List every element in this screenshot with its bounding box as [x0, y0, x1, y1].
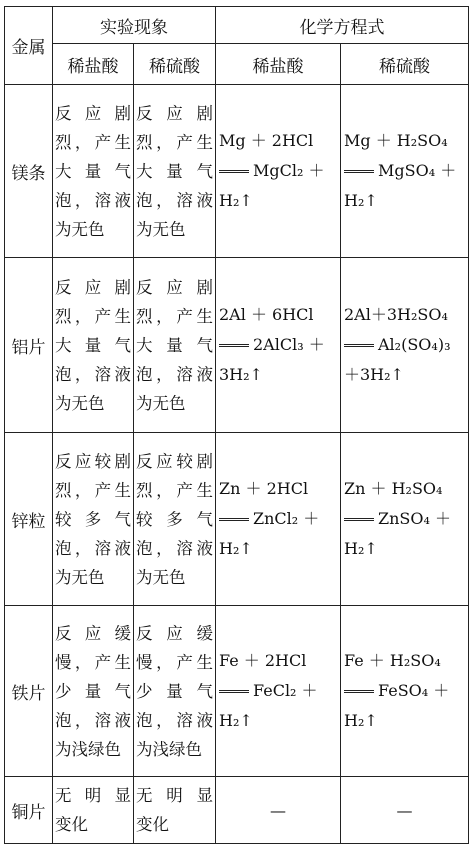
- equation-hcl-cell: [216, 606, 341, 777]
- observation-line: 泡，溶液: [136, 364, 213, 384]
- equals-sign: [219, 170, 249, 173]
- header-phenomenon-hcl: 稀盐酸: [53, 44, 134, 85]
- equation-products: ZnSO₄ ＋: [378, 509, 452, 528]
- observation-line: 大量气: [136, 161, 213, 181]
- no-reaction-dash: —: [341, 777, 469, 844]
- equation-products-2: H₂↑: [344, 711, 378, 730]
- observation-line: 反应剧: [136, 277, 213, 297]
- header-equation-h2so4: 稀硫酸: [341, 44, 469, 85]
- observation-line: 为无色: [55, 393, 105, 413]
- equation-products-2: H₂↑: [344, 539, 378, 558]
- equation-products: ZnCl₂ ＋: [253, 509, 320, 528]
- equation-products-2: ＋3H₂↑: [344, 365, 404, 384]
- equation-h2so4-cell: [341, 433, 469, 606]
- equation-h2so4-cell: [341, 85, 469, 258]
- observation-line: 为浅绿色: [136, 739, 202, 759]
- observation-line: 烈，产生: [136, 132, 213, 152]
- observation-line: 大量气: [55, 335, 131, 355]
- observation-line: 慢，产生: [55, 652, 131, 672]
- observation-line: 泡，溶液: [55, 710, 131, 730]
- equation-reactants: 2Al ＋ 6HCl: [219, 305, 314, 324]
- observation-line: 泡，溶液: [136, 538, 213, 558]
- equals-sign: [219, 690, 249, 693]
- observation-line: 泡，溶液: [55, 364, 131, 384]
- observation-line: 烈，产生: [136, 306, 213, 326]
- equals-sign: [219, 518, 249, 521]
- observation-line: 为浅绿色: [55, 739, 121, 759]
- observation-line: 大量气: [55, 161, 131, 181]
- equation-products: 2AlCl₃ ＋: [253, 335, 325, 354]
- observation-line: 反应较剧: [55, 451, 131, 471]
- observation-line: 反应缓: [55, 623, 131, 643]
- equation-reactants: Fe ＋ 2HCl: [219, 651, 307, 670]
- table-row: [5, 777, 469, 844]
- observation-line: 泡，溶液: [136, 710, 213, 730]
- equation-reactants: Fe ＋ H₂SO₄: [344, 651, 441, 670]
- equals-sign: [344, 170, 374, 173]
- equation-reactants: Zn ＋ H₂SO₄: [344, 479, 443, 498]
- observation-line: 烈，产生: [136, 480, 213, 500]
- observation-line: 为无色: [136, 567, 186, 587]
- observation-h2so4-cell: [134, 777, 216, 844]
- equals-sign: [344, 690, 374, 693]
- observation-line: 少量气: [55, 681, 131, 701]
- observation-hcl-cell: [53, 777, 134, 844]
- observation-line: 为无色: [55, 219, 105, 239]
- observation-line: 变化: [136, 815, 169, 834]
- equation-reactants: Zn ＋ 2HCl: [219, 479, 309, 498]
- observation-line: 变化: [55, 815, 88, 834]
- header-equation: 化学方程式: [216, 7, 469, 44]
- header-phenomenon-h2so4: 稀硫酸: [134, 44, 216, 85]
- header-equation-hcl: 稀盐酸: [216, 44, 341, 85]
- observation-line: 较多气: [136, 509, 213, 529]
- metal-cell: 铝片: [5, 258, 53, 433]
- equation-hcl-cell: [216, 433, 341, 606]
- equation-hcl-cell: [216, 258, 341, 433]
- equation-products-2: 3H₂↑: [219, 365, 263, 384]
- equation-products: FeCl₂ ＋: [253, 681, 318, 700]
- table-row: [5, 85, 469, 258]
- observation-h2so4-cell: [134, 85, 216, 258]
- observation-line: 为无色: [55, 567, 105, 587]
- observation-h2so4-cell: [134, 433, 216, 606]
- equation-reactants: Mg ＋ H₂SO₄: [344, 131, 448, 150]
- equation-reactants: 2Al＋3H₂SO₄: [344, 305, 448, 324]
- observation-line: 烈，产生: [55, 306, 131, 326]
- equation-products-2: H₂↑: [344, 191, 378, 210]
- equation-products: Al₂(SO₄)₃: [378, 335, 451, 354]
- metal-acid-reaction-table: [4, 6, 469, 844]
- equals-sign: [344, 344, 374, 347]
- observation-hcl-cell: [53, 433, 134, 606]
- observation-line: 大量气: [136, 335, 213, 355]
- observation-line: 较多气: [55, 509, 131, 529]
- observation-line: 泡，溶液: [55, 190, 131, 210]
- equation-h2so4-cell: [341, 606, 469, 777]
- observation-hcl-cell: [53, 606, 134, 777]
- observation-line: 泡，溶液: [55, 538, 131, 558]
- observation-line: 反应剧: [55, 277, 131, 297]
- observation-line: 少量气: [136, 681, 213, 701]
- table-row: [5, 606, 469, 777]
- header-metal: 金属: [5, 7, 53, 85]
- metal-cell: 铁片: [5, 606, 53, 777]
- observation-line: 反应较剧: [136, 451, 213, 471]
- equals-sign: [219, 344, 249, 347]
- observation-line: 为无色: [136, 219, 186, 239]
- observation-line: 反应剧: [136, 103, 213, 123]
- observation-line: 无明显: [55, 786, 131, 805]
- equation-products: FeSO₄ ＋: [378, 681, 450, 700]
- observation-line: 慢，产生: [136, 652, 213, 672]
- equation-products: MgCl₂ ＋: [253, 161, 325, 180]
- observation-h2so4-cell: [134, 258, 216, 433]
- observation-line: 反应剧: [55, 103, 131, 123]
- metal-cell: 锌粒: [5, 433, 53, 606]
- header-phenomenon: 实验现象: [53, 7, 216, 44]
- table-row: [5, 258, 469, 433]
- observation-line: 烈，产生: [55, 132, 131, 152]
- equation-products-2: H₂↑: [219, 191, 253, 210]
- equals-sign: [344, 518, 374, 521]
- observation-line: 烈，产生: [55, 480, 131, 500]
- equation-reactants: Mg ＋ 2HCl: [219, 131, 314, 150]
- observation-line: 反应缓: [136, 623, 213, 643]
- metal-cell: 铜片: [5, 777, 53, 844]
- equation-hcl-cell: [216, 85, 341, 258]
- observation-line: 无明显: [136, 786, 213, 805]
- table-row: [5, 433, 469, 606]
- observation-hcl-cell: [53, 85, 134, 258]
- observation-line: 为无色: [136, 393, 186, 413]
- equation-h2so4-cell: [341, 258, 469, 433]
- metal-cell: 镁条: [5, 85, 53, 258]
- no-reaction-dash: —: [216, 777, 341, 844]
- observation-line: 泡，溶液: [136, 190, 213, 210]
- observation-h2so4-cell: [134, 606, 216, 777]
- observation-hcl-cell: [53, 258, 134, 433]
- equation-products-2: H₂↑: [219, 539, 253, 558]
- equation-products-2: H₂↑: [219, 711, 253, 730]
- equation-products: MgSO₄ ＋: [378, 161, 457, 180]
